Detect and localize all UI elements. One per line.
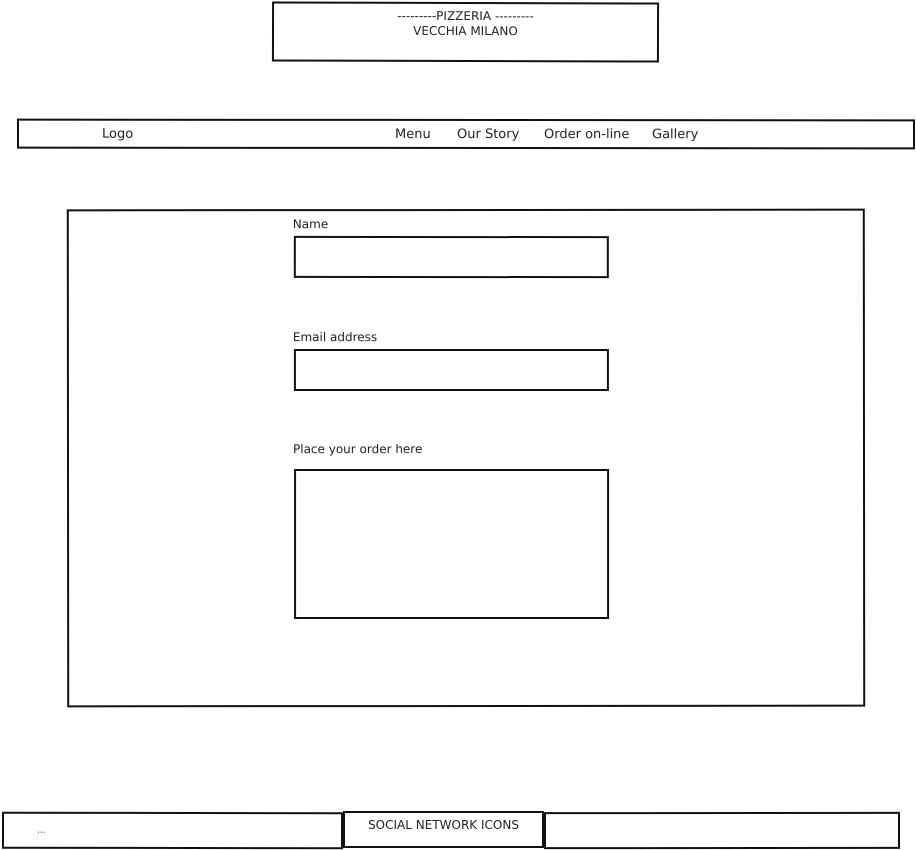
name-input[interactable]	[294, 236, 609, 278]
social-network-icons[interactable]	[343, 811, 544, 848]
social-network-icons-label: SOCIAL NETWORK ICONS	[368, 818, 519, 832]
email-input[interactable]	[294, 349, 609, 391]
site-header	[272, 1, 659, 62]
footer-left-box	[2, 812, 343, 850]
navigation-bar	[17, 119, 915, 150]
nav-link-gallery[interactable]: Gallery	[651, 127, 699, 143]
nav-link-menu[interactable]: Menu	[394, 126, 431, 142]
order-form-panel	[67, 209, 865, 708]
name-label: Name	[292, 217, 329, 232]
header-title-line2: VECCHIA MILANO	[413, 23, 518, 39]
nav-link-order-online[interactable]: Order on-line	[543, 127, 630, 143]
footer-left-text: ...	[36, 825, 46, 836]
header-title-line1: ---------PIZZERIA ---------	[397, 8, 534, 24]
email-label: Email address	[292, 330, 378, 345]
footer-right-box	[544, 812, 900, 849]
logo[interactable]: Logo	[101, 126, 134, 142]
nav-link-our-story[interactable]: Our Story	[456, 126, 520, 143]
order-label: Place your order here	[292, 442, 423, 457]
order-textarea[interactable]	[294, 469, 609, 619]
